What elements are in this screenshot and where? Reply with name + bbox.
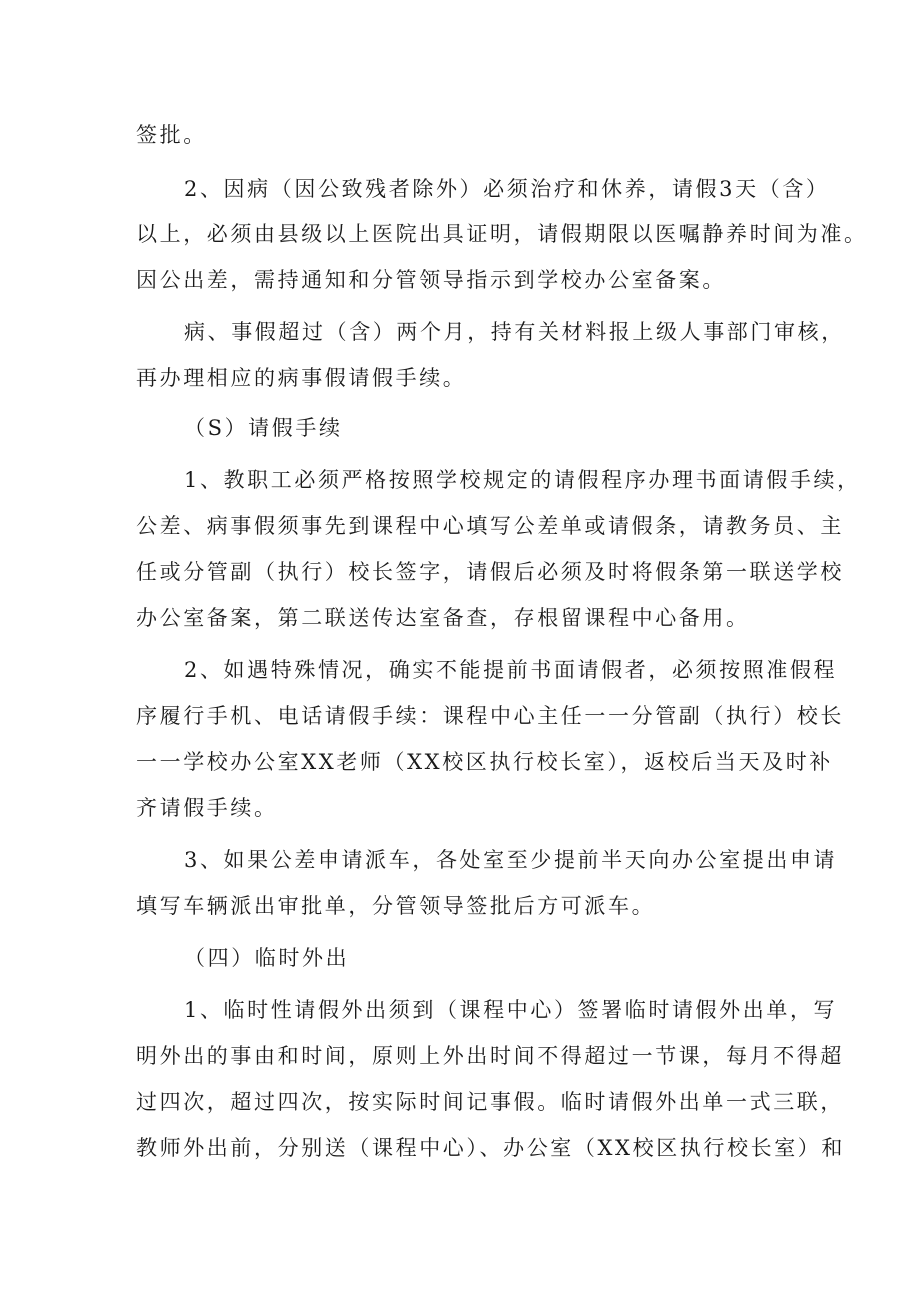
text-line: 填写车辆派出审批单，分管领导签批后方可派车。	[136, 894, 656, 918]
section-heading-leave-procedure: （S）请假手续	[184, 416, 343, 440]
text-line: 因公出差，需持通知和分管领导指示到学校办公室备案。	[136, 268, 726, 292]
text-line: 再办理相应的病事假请假手续。	[136, 366, 467, 390]
paragraph-temporary-leave: 1、临时性请假外出须到（课程中心）签署临时请假外出单，写	[184, 998, 838, 1022]
text-line: 办公室备案，第二联送传达室备查，存根留课程中心备用。	[136, 606, 750, 630]
text-line: 教师外出前，分别送（课程中心）、办公室（XX校区执行校长室）和	[136, 1136, 845, 1160]
paragraph-long-leave: 病、事假超过（含）两个月，持有关材料报上级人事部门审核，	[184, 320, 845, 344]
text-line: 齐请假手续。	[136, 796, 278, 820]
text-line: 一一学校办公室XX老师（XX校区执行校长室），返校后当天及时补	[136, 750, 833, 774]
text-line: 以上，必须由县级以上医院出具证明，请假期限以医嘱静养时间为准。	[136, 222, 868, 246]
text-line: 公差、病事假须事先到课程中心填写公差单或请假条，请教务员、主	[136, 514, 844, 538]
text-line: 过四次，超过四次，按实际时间记事假。临时请假外出单一式三联，	[136, 1090, 844, 1114]
text-line: 签批。	[136, 123, 207, 147]
paragraph-sick-leave: 2、因病（因公致残者除外）必须治疗和休养，请假3天（含）	[184, 177, 830, 201]
text-line: 序履行手机、电话请假手续：课程中心主任一一分管副（执行）校长	[136, 704, 844, 728]
section-heading-temporary-outing: （四）临时外出	[184, 946, 350, 970]
paragraph-special-cases: 2、如遇特殊情况，确实不能提前书面请假者，必须按照准假程	[184, 658, 838, 682]
text-line: 任或分管副（执行）校长签字，请假后必须及时将假条第一联送学校	[136, 560, 844, 584]
paragraph-vehicle-request: 3、如果公差申请派车，各处室至少提前半天向办公室提出申请	[184, 848, 838, 872]
text-line: 明外出的事由和时间，原则上外出时间不得超过一节课，每月不得超	[136, 1044, 844, 1068]
paragraph-written-leave: 1、教职工必须严格按照学校规定的请假程序办理书面请假手续，	[184, 468, 861, 492]
